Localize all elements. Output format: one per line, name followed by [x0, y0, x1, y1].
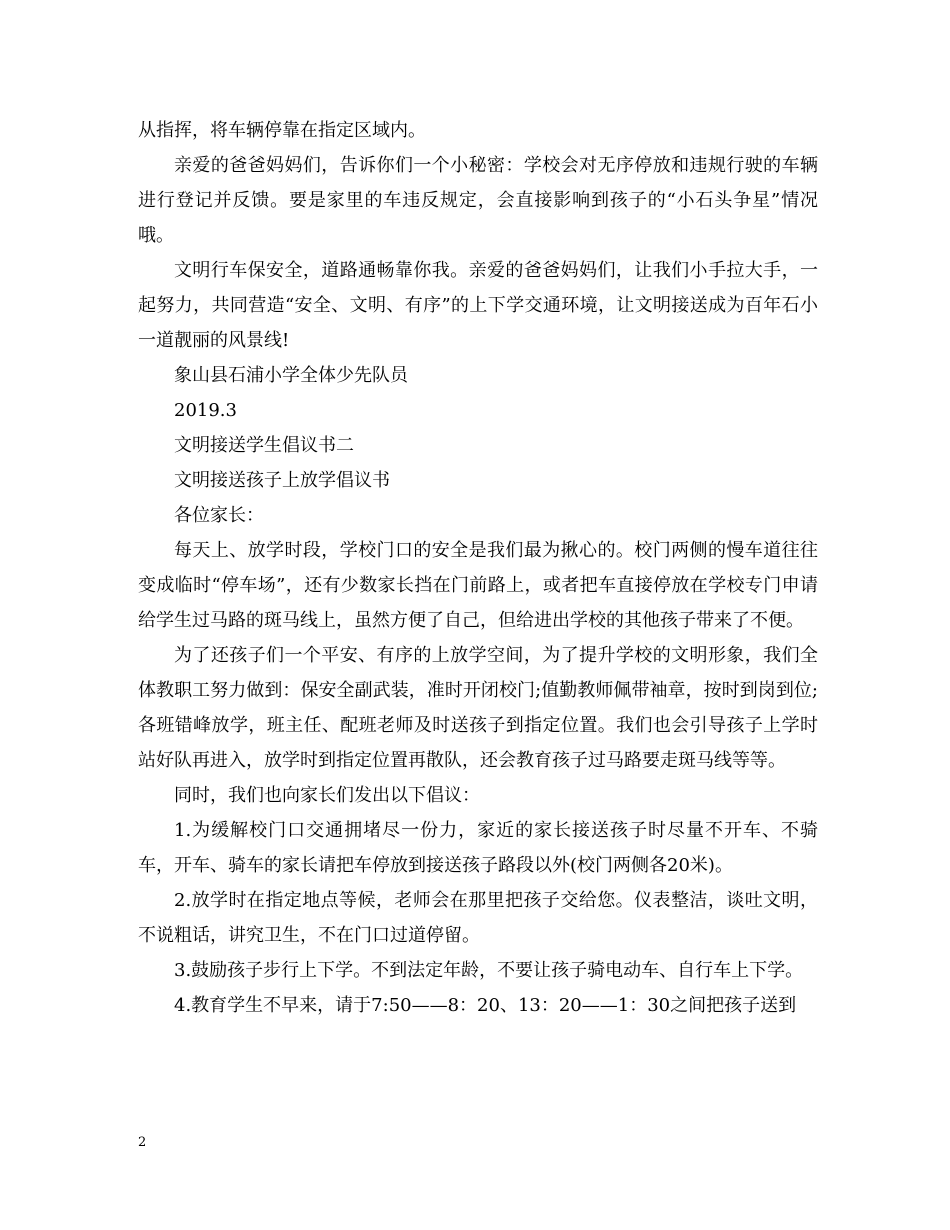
- signature-date: 2019.3: [174, 400, 237, 421]
- paragraph-initiative-intro: 同时，我们也向家长们发出以下倡议：: [174, 785, 480, 806]
- initiative-item-3: 3.鼓励孩子步行上下学。不到法定年龄，不要让孩子骑电动车、自行车上下学。: [174, 960, 804, 981]
- initiative-item-4: 4.教育学生不早来，请于7:50——8：20、13：20——1：30之间把孩子送到: [174, 995, 797, 1016]
- signature-organization: 象山县石浦小学全体少先队员: [174, 365, 408, 386]
- initiative-item-1: 1.为缓解校门口交通拥堵尽一份力，家近的家长接送孩子时尽量不开车、不骑车，开车、骑车的家长请把车停放到接送孩子路段以外(校门两侧各20米)。: [138, 820, 818, 876]
- document-title: 文明接送孩子上放学倡议书: [174, 470, 390, 491]
- paragraph-problem-description: 每天上、放学时段，学校门口的安全是我们最为揪心的。校门两侧的慢车道往往变成临时“停车场”，还有少数家长挡在门前路上，或者把车直接停放在学校专门申请给学生过马路的斑马线上，虽然方便了自己，但给进出学校的其他孩子带来了不便。: [138, 540, 818, 631]
- paragraph-school-commitments: 为了还孩子们一个平安、有序的上放学空间，为了提升学校的文明形象，我们全体教职工努力做到：保安全副武装，准时开闭校门;值勤教师佩带袖章，按时到岗到位;各班错峰放学，班主任、配班老师及时送孩子到指定位置。我们也会引导孩子上学时站好队再进入，放学时到指定位置再散队，还会教育孩子过马路要走斑马线等等。: [138, 645, 818, 771]
- salutation: 各位家长：: [174, 505, 264, 526]
- paragraph-closing-appeal: 文明行车保安全，道路通畅靠你我。亲爱的爸爸妈妈们，让我们小手拉大手，一起努力，共同营造“安全、文明、有序”的上下学交通环境，让文明接送成为百年石小一道靓丽的风景线!: [138, 260, 818, 351]
- initiative-item-2: 2.放学时在指定地点等候，老师会在那里把孩子交给您。仪表整洁，谈吐文明，不说粗话，讲究卫生，不在门口过道停留。: [138, 890, 818, 946]
- paragraph-secret-notice: 亲爱的爸爸妈妈们，告诉你们一个小秘密：学校会对无序停放和违规行驶的车辆进行登记并反馈。要是家里的车违反规定，会直接影响到孩子的“小石头争星”情况哦。: [138, 155, 818, 246]
- page-number: 2: [138, 1135, 147, 1150]
- paragraph-continuation: 从指挥，将车辆停靠在指定区域内。: [138, 120, 426, 141]
- document-body: [138, 113, 818, 1023]
- section-title: 文明接送学生倡议书二: [174, 435, 354, 456]
